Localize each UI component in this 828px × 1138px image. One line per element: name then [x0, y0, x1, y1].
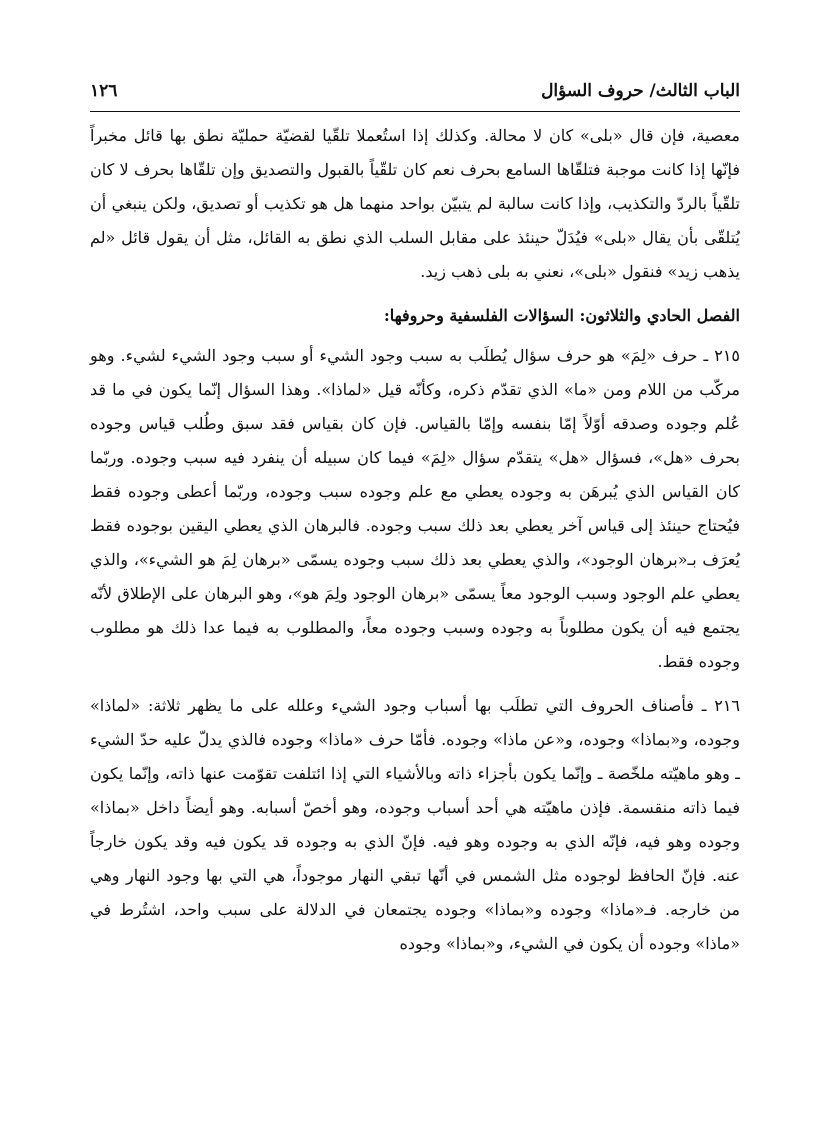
paragraph-number: ٢١٦ — [714, 696, 740, 715]
paragraph-215 — [90, 339, 740, 679]
section-heading: الفصل الحادي والثلاثون: السؤالات الفلسفية وحروفها: — [383, 306, 740, 325]
header-rule — [90, 111, 740, 112]
paragraph-text: ـ حرف «لِمَ» هو حرف سؤال يُطلَب به سبب وجود الشيء أو سبب وجود الشيء لشيء. وهو مركّب من اللام ومن «ما» الذي تقدّم ذكره، وكأنّه قيل «لماذا». وهذا السؤال إنّما يكون في ما قد عُلم وجوده وصدقه أوّلاً إمّا بنفسه وإمّا بالقياس. فإن كان بقياس فقد سبق وطُلب قياس وجوده بحرف «هل»، فسؤال «هل» يتقدّم سؤال «لِمَ» فيما كان سبيله أن ينفرد فيه سبب وجوده. وربّما كان القياس الذي يُبرهَن به وجوده يعطي مع علم وجوده سبب وجوده، وربّما أعطى وجوده فقط فيُحتاج حينئذ إلى قياس آخر يعطي بعد ذلك سبب وجوده. فالبرهان الذي يعطي اليقين بوجوده فقط يُعرَف بـ«برهان الوجود»، والذي يعطي بعد ذلك سبب وجوده يسمّى «برهان لِمَ هو الشيء»، والذي يعطي علم الوجود وسبب الوجود معاً يسمّى «برهان الوجود ولِمَ هو»، وهو البرهان على الإطلاق لأنّه يجتمع فيه أن يكون مطلوباً به وجوده وسبب وجوده معاً، والمطلوب به فيما عدا ذلك هو مطلوب وجوده فقط. — [90, 346, 741, 671]
page-body — [90, 119, 740, 961]
paragraph-number: ٢١٥ — [714, 346, 740, 365]
running-header — [90, 74, 740, 108]
intro-paragraph: معصية، فإن قال «بلى» كان لا محالة. وكذلك إذا استُعملا تلقّيا لقضيّة حمليّة نطق بها قائل مخبراً فإنّها إذا كانت موجبة فتلقّاها السامع بحرف نعم كان تلقّياً بالقبول والتصديق وإن تلقّاها بحرف لا كان تلقّياً بالردّ والتكذيب، وإذا كانت سالبة لم يتبيّن بواحد منهما هل هو تكذيب أو تصديق، ولكن ينبغي أن يُتلقّى بأن يقال «بلى» فيُدَلّ حينئذ على مقابل السلب الذي نطق به القائل، مثل أن يقول قائل «لم يذهب زيد» فنقول «بلى»، نعني به بلى ذهب زيد. — [90, 126, 740, 281]
paragraph-text: ـ فأصناف الحروف التي تطلَب بها أسباب وجود الشيء وعلله على ما يظهر ثلاثة: «لماذا» وجوده، و«بماذا» وجوده، و«عن ماذا» وجوده. فأمّا حرف «ماذا» وجوده فالذي يدلّ عليه حدّ الشيء ـ وهو ماهيّته ملخّصة ـ وإنّما يكون بأجزاء ذاته وبالأشياء التي إذا ائتلفت تقوّمت عنها ذاته، وإنّما يكون فيما ذاته منقسمة. فإذن ماهيّته هي أحد أسباب وجوده، وهو أخصّ أسبابه. وهو أيضاً داخل «بماذا» وجوده وهو فيه، فإنّه الذي به وجوده وهو فيه. فإنّ الذي به وجوده قد يكون فيه وقد يكون خارجاً عنه. فإنّ الحافظ لوجوده مثل الشمس في أنّها تبقي النهار موجوداً، هي التي بها وجود النهار وهي من خارجه. فـ«ماذا» وجوده و«بماذا» وجوده يجتمعان في الدلالة على سبب واحد، اشتُرط في «ماذا» وجوده أن يكون في الشيء، و«بماذا» وجوده — [90, 696, 740, 953]
paragraph-216 — [90, 689, 740, 961]
running-title: الباب الثالث/ حروف السؤال — [541, 81, 740, 101]
page-number: ١٢٦ — [90, 81, 118, 101]
